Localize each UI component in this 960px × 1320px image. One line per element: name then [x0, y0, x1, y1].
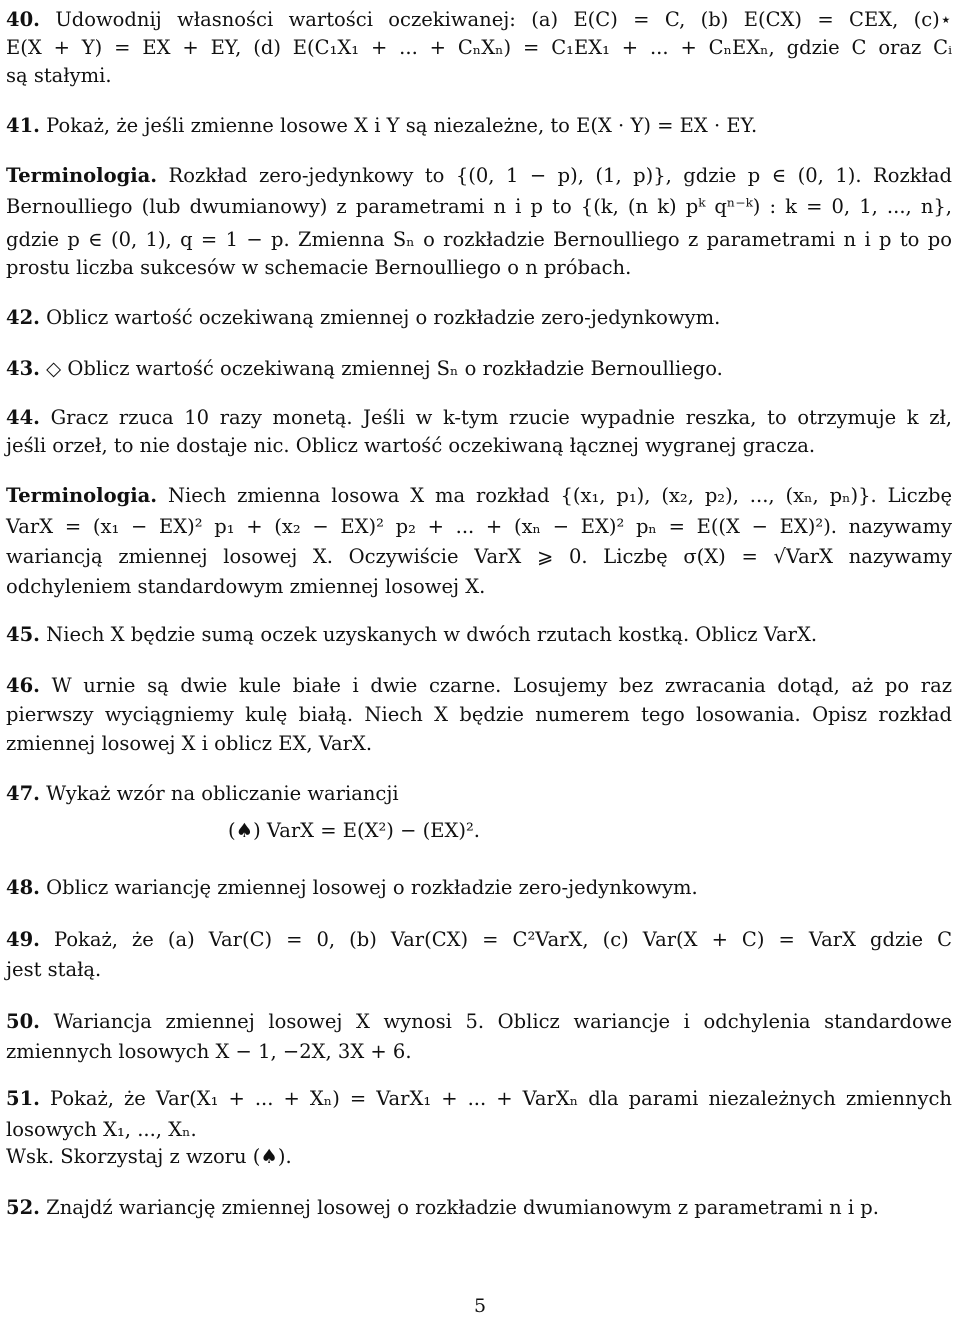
text-line — [6, 164, 952, 188]
text-line — [6, 406, 952, 430]
line-text: ◇ Oblicz wartość oczekiwaną zmiennej Sₙ o rozkładzie Bernoulliego. — [46, 357, 723, 380]
text-line — [6, 195, 952, 219]
text-line — [6, 484, 952, 508]
text-line — [6, 306, 952, 330]
line-text: są stałymi. — [6, 64, 112, 87]
problem-number: 48. — [6, 876, 40, 899]
text-line — [6, 732, 952, 756]
text-line — [6, 575, 952, 599]
text-line — [6, 876, 952, 900]
problem-number: 50. — [6, 1010, 40, 1033]
problem-number: 41. — [6, 114, 40, 137]
line-text: Pokaż, że Var(X₁ + ... + Xₙ) = VarX₁ + ... + VarXₙ dla parami niezależnych zmiennych — [49, 1087, 952, 1110]
line-text: E(X + Y) = EX + EY, (d) E(C₁X₁ + ... + CₙXₙ) = C₁EX₁ + ... + CₙEXₙ, gdzie C oraz Cᵢ — [6, 36, 952, 59]
line-text: Oblicz wartość oczekiwaną zmiennej o rozkładzie zero-jedynkowym. — [46, 306, 721, 329]
text-line — [6, 782, 952, 806]
page-number: 5 — [473, 1295, 487, 1317]
line-text: gdzie p ∈ (0, 1), q = 1 − p. Zmienna Sₙ o rozkładzie Bernoulliego z parametrami n i p to po — [6, 228, 952, 251]
text-line — [6, 1196, 952, 1220]
text-line — [6, 515, 952, 539]
line-text: Pokaż, że (a) Var(C) = 0, (b) Var(CX) = C²VarX, (c) Var(X + C) = VarX gdzie C — [53, 928, 952, 951]
terminology-heading: Terminologia. — [6, 164, 158, 187]
problem-number: 43. — [6, 357, 40, 380]
problem-number: 51. — [6, 1087, 40, 1110]
problem-number: 45. — [6, 623, 40, 646]
text-line — [6, 434, 952, 458]
text-line — [6, 674, 952, 698]
line-text: zmiennej losowej X i oblicz EX, VarX. — [6, 732, 373, 755]
text-line — [6, 958, 952, 982]
line-text: Gracz rzuca 10 razy monetą. Jeśli w k-tym rzucie wypadnie reszka, to otrzymuje k zł, — [50, 406, 953, 429]
text-line — [6, 623, 952, 647]
line-text: Wykaż wzór na obliczanie wariancji — [46, 782, 399, 805]
line-text: odchyleniem standardowym zmiennej losowej X. — [6, 575, 486, 598]
text-line — [6, 1145, 952, 1169]
line-text: prostu liczba sukcesów w schemacie Bernoulliego o n próbach. — [6, 256, 632, 279]
line-text: losowych X₁, ..., Xₙ. — [6, 1118, 197, 1141]
text-line — [6, 36, 952, 60]
text-line — [6, 1010, 952, 1034]
text-line — [6, 1040, 952, 1064]
line-text: Oblicz wariancję zmiennej losowej o rozkładzie zero-jedynkowym. — [46, 876, 698, 899]
problem-number: 52. — [6, 1196, 40, 1219]
text-line — [6, 256, 952, 280]
text-line — [6, 114, 952, 138]
text-line — [6, 1087, 952, 1111]
line-text: VarX = (x₁ − EX)² p₁ + (x₂ − EX)² p₂ + ... + (xₙ − EX)² pₙ = E((X − EX)²). nazywamy — [6, 515, 952, 538]
line-text: Bernoulliego (lub dwumianowy) z parametrami n i p to {(k, (n k) pᵏ qⁿ⁻ᵏ) : k = 0, 1, ..., n}, — [6, 195, 952, 218]
line-text: Pokaż, że jeśli zmienne losowe X i Y są niezależne, to E(X · Y) = EX · EY. — [46, 114, 758, 137]
line-text: Niech X będzie sumą oczek uzyskanych w dwóch rzutach kostką. Oblicz VarX. — [46, 623, 818, 646]
text-line — [6, 1118, 952, 1142]
line-text: Wsk. Skorzystaj z wzoru (♠). — [6, 1145, 292, 1168]
problem-number: 46. — [6, 674, 40, 697]
line-text: jest stałą. — [6, 958, 102, 981]
text-line — [6, 357, 952, 381]
line-text: jeśli orzeł, to nie dostaje nic. Oblicz wartość oczekiwaną łącznej wygranej gracza. — [6, 434, 816, 457]
line-text: Rozkład zero-jedynkowy to {(0, 1 − p), (1, p)}, gdzie p ∈ (0, 1). Rozkład — [168, 164, 952, 187]
line-text: Wariancja zmiennej losowej X wynosi 5. Oblicz wariancje i odchylenia standardowe — [53, 1010, 952, 1033]
problem-number: 49. — [6, 928, 40, 951]
line-text: pierwszy wyciągniemy kulę białą. Niech X będzie numerem tego losowania. Opisz rozkład — [6, 703, 952, 726]
problem-number: 40. — [6, 8, 40, 31]
line-text: wariancją zmiennej losowej X. Oczywiście VarX ⩾ 0. Liczbę σ(X) = √VarX nazywamy — [6, 545, 952, 568]
variance-formula: (♠) VarX = E(X²) − (EX)². — [228, 819, 480, 842]
line-text: W urnie są dwie kule białe i dwie czarne. Losujemy bez zwracania dotąd, aż po raz — [51, 674, 952, 697]
text-line — [6, 703, 952, 727]
problem-number: 44. — [6, 406, 40, 429]
text-line — [6, 8, 952, 32]
line-text: Udowodnij własności wartości oczekiwanej: (a) E(C) = C, (b) E(CX) = CEX, (c)⋆ — [55, 8, 953, 31]
line-text: Niech zmienna losowa X ma rozkład {(x₁, p₁), (x₂, p₂), ..., (xₙ, pₙ)}. Liczbę — [167, 484, 953, 507]
text-line — [6, 928, 952, 952]
text-line — [6, 64, 952, 88]
problem-number: 42. — [6, 306, 40, 329]
line-text: Znajdź wariancję zmiennej losowej o rozkładzie dwumianowym z parametrami n i p. — [46, 1196, 879, 1219]
terminology-heading: Terminologia. — [6, 484, 158, 507]
text-line — [6, 228, 952, 252]
line-text: zmiennych losowych X − 1, −2X, 3X + 6. — [6, 1040, 412, 1063]
text-line — [6, 545, 952, 569]
problem-number: 47. — [6, 782, 40, 805]
